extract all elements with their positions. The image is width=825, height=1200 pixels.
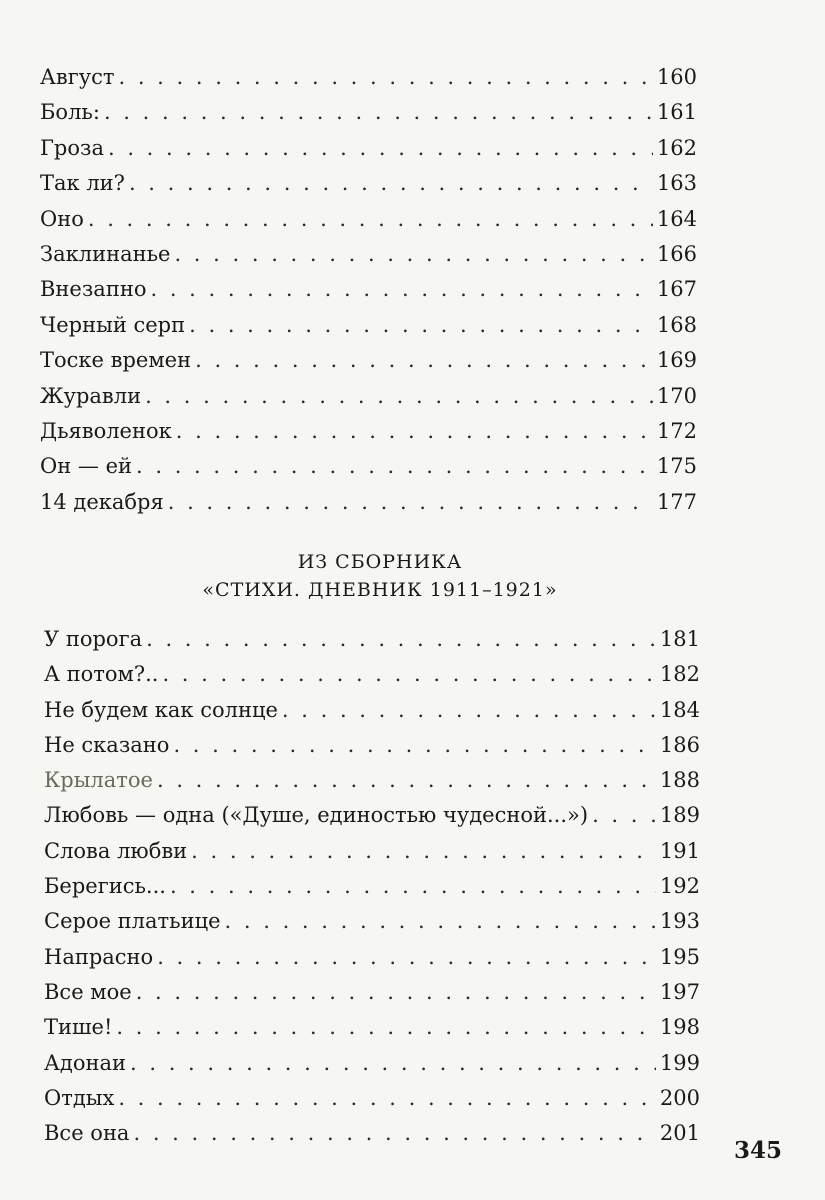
toc-entry-page: 184 [659,697,700,722]
dot-leader [146,622,656,657]
toc-entry-page: 192 [659,874,700,899]
dot-leader [108,131,653,166]
toc-entry-title: Оно [40,206,84,231]
toc-entry [40,60,697,95]
toc-entry-page: 168 [656,312,697,337]
toc-entry-page: 170 [656,383,697,408]
toc-entry-page: 175 [656,454,697,479]
toc-entry [40,95,697,130]
dot-leader [133,1116,655,1151]
toc-entry-title: Дьяволенок [40,418,172,443]
toc-entry-title: Не будем как солнце [44,697,278,722]
toc-entry [40,202,697,237]
toc-entry-page: 200 [659,1085,700,1110]
toc-entry-title: Он — ей [40,454,132,479]
toc-entry-page: 195 [659,944,700,969]
toc-entry-title: Гроза [40,135,104,160]
toc-entry-title: Черный серп [40,312,186,337]
dot-leader [116,1010,656,1045]
dot-leader [145,379,653,414]
toc-entry [40,449,697,484]
toc-entry [44,834,700,869]
dot-leader [150,272,652,307]
toc-entry-page: 198 [659,1015,700,1040]
toc-entry-title: Заклинанье [40,241,171,266]
dot-leader [88,202,653,237]
toc-entry-title: Тише! [44,1015,113,1040]
dot-leader [191,834,656,869]
toc-entry [40,485,697,520]
dot-leader [168,485,653,520]
dot-leader [282,693,656,728]
toc-entry [40,131,697,166]
dot-leader [174,237,652,272]
toc-entry [44,622,700,657]
dot-leader [129,166,653,201]
toc-entry-title: Так ли? [40,171,125,196]
toc-entry-page: 189 [659,803,700,828]
toc-entry [44,728,700,763]
toc-entry-page: 181 [659,627,700,651]
toc-entry-title: Берегись... [44,874,166,899]
section-heading-line2: «СТИХИ. ДНЕВНИК 1911–1921» [202,579,558,601]
toc-entry-title: Напрасно [44,944,154,969]
toc-entry-page: 160 [656,65,697,89]
toc-entry-title: Крылатое [44,768,153,793]
toc-entry [44,1116,700,1151]
toc-entry [40,414,697,449]
toc-entry [40,343,697,378]
toc-entry [44,657,700,692]
toc-entry-page: 191 [659,838,700,863]
dot-leader [136,449,653,484]
toc-entry-page: 188 [659,768,700,793]
toc-entry [44,798,700,833]
toc-entry-page: 164 [656,206,697,231]
toc-entry-title: Слова любви [44,838,188,863]
dot-leader [170,869,656,904]
toc-entry-title: Боль: [40,100,100,125]
dot-leader [157,763,656,798]
dot-leader [225,904,656,939]
toc-entry-title: А потом?.. [44,662,159,687]
toc-entry [44,1081,700,1116]
toc-entry-page: 163 [656,171,697,196]
toc-entry-page: 182 [659,662,700,687]
toc-entry [40,308,697,343]
toc-entry [44,1046,700,1081]
toc-entry [44,940,700,975]
dot-leader [173,728,655,763]
section-heading-line1: ИЗ СБОРНИКА [297,551,463,573]
dot-leader [118,1081,656,1116]
toc-entry-page: 166 [656,241,697,266]
toc-entry-title: Тоске времен [40,348,192,373]
toc-entry-title: Не сказано [44,732,170,757]
toc-entry-page: 186 [659,732,700,757]
dot-leader [104,95,653,130]
toc-entry-page: 177 [656,489,697,514]
toc-entry [44,904,700,939]
toc-entry-title: Все она [44,1121,130,1146]
toc-entry [44,975,700,1010]
toc-entry-title: 14 декабря [40,489,164,514]
dot-leader [592,798,656,833]
toc-entry [40,166,697,201]
toc-entry-title: Серое платьице [44,909,221,934]
toc-entry-page: 167 [656,277,697,302]
toc-entry-title: Любовь — одна («Душе, единостью чудесной...») [44,803,589,828]
dot-leader [189,308,653,343]
dot-leader [136,975,656,1010]
toc-entry-page: 161 [656,100,697,125]
toc-entry-title: Журавли [40,383,142,408]
page-folio-number: 345 [734,1137,783,1164]
dot-leader [157,940,656,975]
toc-entry-page: 169 [656,348,697,373]
toc-entry [44,869,700,904]
toc-list-part2 [44,622,700,1151]
toc-entry-title: Адонаи [44,1050,126,1075]
dot-leader [195,343,653,378]
toc-entry-page: 201 [659,1121,700,1146]
toc-entry-page: 172 [656,418,697,443]
toc-entry [44,763,700,798]
toc-entry [44,1010,700,1045]
dot-leader [118,60,652,95]
toc-entry [40,272,697,307]
toc-entry [44,693,700,728]
toc-entry-title: Все мое [44,979,132,1004]
toc-entry-page: 199 [659,1050,700,1075]
toc-entry-title: Внезапно [40,277,147,302]
toc-entry-title: Август [40,65,115,89]
dot-leader [130,1046,656,1081]
toc-entry-title: Отдых [44,1085,115,1110]
toc-entry-page: 197 [659,979,700,1004]
toc-entry [40,379,697,414]
toc-list-part1 [40,60,697,520]
toc-entry-title: У порога [44,627,143,651]
toc-entry-page: 162 [656,135,697,160]
dot-leader [162,657,655,692]
toc-entry-page: 193 [659,909,700,934]
toc-entry [40,237,697,272]
dot-leader [176,414,653,449]
